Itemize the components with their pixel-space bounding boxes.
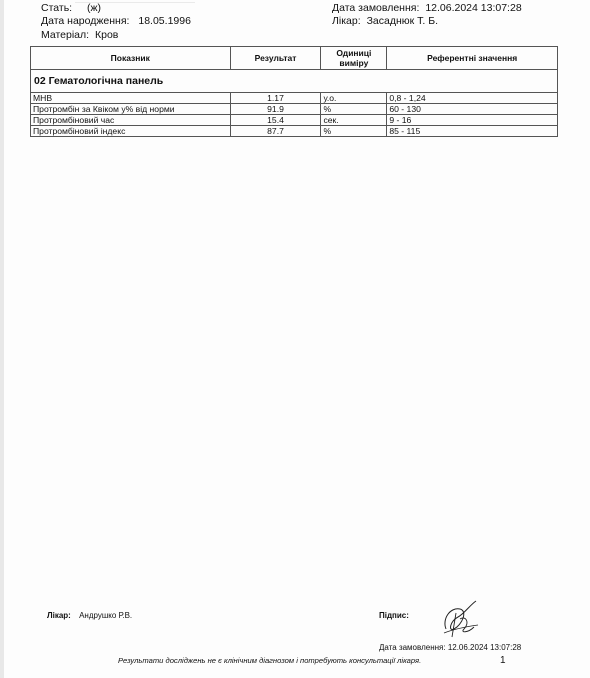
order-doctor-value: Засаднюк Т. Б. — [366, 15, 439, 27]
material-label: Матеріал: — [41, 29, 90, 41]
signature-label: Підпис: — [379, 611, 409, 620]
unit-value: % — [321, 104, 387, 115]
reference-range: 9 - 16 — [387, 115, 558, 126]
footer-order-date-value: 12.06.2024 13:07:28 — [447, 643, 522, 652]
group-title: 02 Гематологічна панель — [31, 70, 558, 93]
unit-value: сек. — [321, 115, 387, 126]
page-number: 1 — [500, 655, 506, 666]
group-row — [31, 70, 558, 93]
table-row — [31, 93, 558, 104]
table-row — [31, 115, 558, 126]
table-row — [31, 126, 558, 137]
order-date-value: 12.06.2024 13:07:28 — [425, 2, 522, 14]
result-value: 87.7 — [230, 126, 321, 137]
reference-range: 0,8 - 1,24 — [387, 93, 558, 104]
table-header-row — [31, 47, 558, 70]
sex-value: (ж) — [87, 2, 102, 14]
footer-doctor — [47, 611, 132, 620]
unit-value: % — [321, 126, 387, 137]
footer-doctor-label: Лікар: — [47, 611, 71, 620]
result-value: 1.17 — [230, 93, 321, 104]
dob-value: 18.05.1996 — [138, 15, 191, 27]
indicator-name: Протромбіновий індекс — [31, 126, 231, 137]
patient-material — [41, 29, 118, 42]
indicator-name: Протромбіновий час — [31, 115, 231, 126]
reference-range: 60 - 130 — [387, 104, 558, 115]
results-table — [30, 46, 558, 137]
order-doctor — [332, 15, 438, 28]
order-doctor-label: Лікар: — [332, 15, 361, 27]
footer-order-date — [379, 643, 521, 652]
header-reference: Референтні значення — [387, 47, 558, 70]
footer-order-date-label: Дата замовлення: — [379, 643, 446, 652]
handwritten-signature — [440, 599, 480, 641]
table-row — [31, 104, 558, 115]
disclaimer-text: Результати досліджень не є клінічним діагнозом і потребують консультації лікаря. — [118, 656, 422, 665]
material-value: Кров — [94, 29, 119, 41]
unit-value: у.о. — [321, 93, 387, 104]
sex-label: Стать: — [41, 2, 73, 14]
result-value: 15.4 — [230, 115, 321, 126]
header-result: Результат — [230, 47, 321, 70]
reference-range: 85 - 115 — [387, 126, 558, 137]
indicator-name: Протромбін за Квіком у% від норми — [31, 104, 231, 115]
header-unit: Одиниці виміру — [321, 47, 387, 70]
order-date — [332, 2, 522, 15]
order-date-label: Дата замовлення: — [332, 2, 420, 14]
patient-sex — [41, 2, 101, 15]
footer-doctor-value: Андрушко Р.В. — [79, 611, 133, 620]
dob-label: Дата народження: — [41, 15, 130, 27]
patient-dob — [41, 15, 191, 28]
result-value: 91.9 — [230, 104, 321, 115]
header-indicator: Показник — [31, 47, 231, 70]
indicator-name: МНВ — [31, 93, 231, 104]
